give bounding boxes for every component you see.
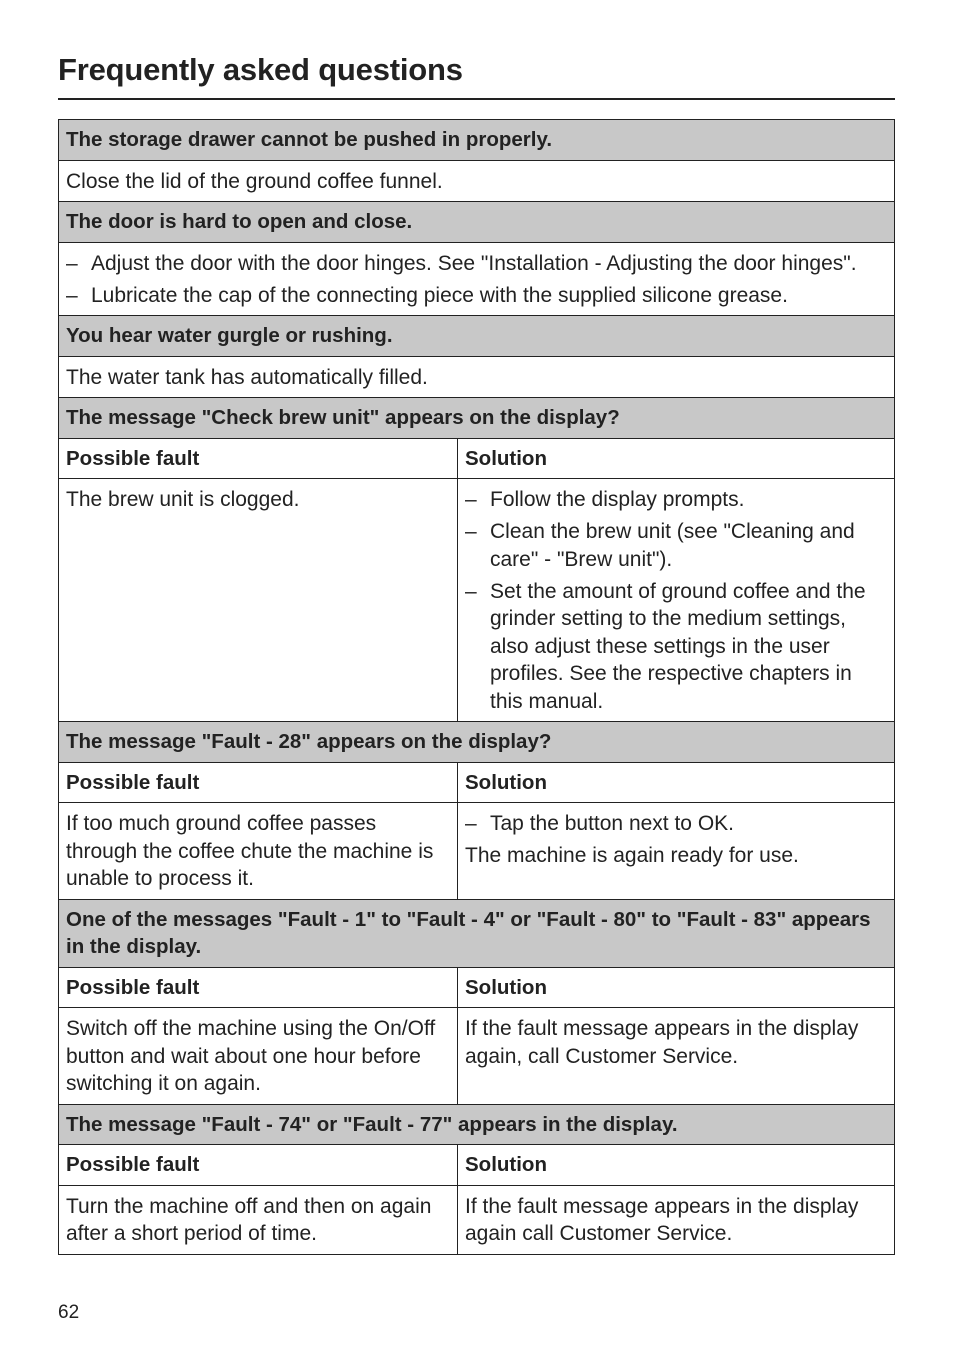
answer-door: [59, 242, 894, 316]
column-header-solution: Solution: [465, 975, 547, 999]
list-item: [66, 250, 887, 278]
column-header-fault: Possible fault: [59, 439, 458, 479]
list-item-text: Follow the display prompts.: [490, 488, 745, 511]
list-item-text: Lubricate the cap of the connecting piece with the supplied silicone grease.: [91, 283, 788, 307]
column-header-solution: Solution: [465, 770, 547, 794]
list-item-text: Clean the brew unit (see "Cleaning and care" - "Brew unit").: [490, 520, 855, 571]
answer-drawer: Close the lid of the ground coffee funnel.: [59, 160, 894, 202]
fault-cell: Switch off the machine using the On/Off button and wait about one hour before switching it on again.: [59, 1008, 458, 1104]
list-item: [465, 810, 887, 838]
page-title: Frequently asked questions: [58, 52, 463, 87]
solution-cell: [458, 803, 894, 899]
dash-bullet: –: [465, 579, 477, 603]
title-rule: [58, 98, 895, 100]
column-header-solution: Solution: [465, 1153, 547, 1176]
table-row: [59, 478, 894, 721]
table-row: [59, 1185, 894, 1254]
list-item-text: Set the amount of ground coffee and the grinder setting to the medium settings, also adjust these settings in the user profiles. See the respective chapters in this manual.: [490, 579, 866, 713]
question-heading-fault-1-83: One of the messages "Fault - 1" to "Fault - 4" or "Fault - 80" to "Fault - 83" appears in the display.: [59, 899, 894, 967]
column-header-row: [59, 762, 894, 803]
dash-bullet: –: [465, 488, 477, 511]
faq-table: [58, 119, 895, 1255]
list-item-text: Adjust the door with the door hinges. See "Installation - Adjusting the door hinges".: [91, 251, 857, 275]
column-header-row: [59, 1144, 894, 1185]
column-header-fault: Possible fault: [59, 763, 458, 803]
dash-bullet: –: [66, 251, 78, 275]
answer-water: The water tank has automatically filled.: [59, 356, 894, 398]
list-item: [465, 486, 887, 514]
fault-cell: If too much ground coffee passes through the coffee chute the machine is unable to process it.: [59, 803, 458, 899]
question-heading-brew-unit: The message "Check brew unit" appears on the display?: [59, 397, 894, 438]
question-heading-door: The door is hard to open and close.: [59, 201, 894, 242]
dash-bullet: –: [66, 283, 78, 307]
question-heading-drawer: The storage drawer cannot be pushed in properly.: [59, 120, 894, 160]
column-header-row: [59, 438, 894, 479]
list-item: [465, 578, 887, 716]
column-header-fault: Possible fault: [59, 1145, 458, 1185]
fault-cell: The brew unit is clogged.: [59, 479, 458, 721]
solution-list: [465, 810, 887, 838]
solution-cell: [458, 479, 894, 721]
list-item: [465, 518, 887, 573]
column-header-row: [59, 967, 894, 1008]
dash-bullet: –: [465, 520, 477, 543]
solution-cell: If the fault message appears in the display again call Customer Service.: [465, 1194, 859, 1245]
table-row: [59, 802, 894, 899]
solution-note: The machine is again ready for use.: [465, 844, 799, 867]
list-item-text: Tap the button next to OK.: [490, 812, 734, 835]
fault-cell: Turn the machine off and then on again after a short period of time.: [59, 1186, 458, 1254]
column-header-solution: Solution: [465, 446, 547, 470]
question-heading-water: You hear water gurgle or rushing.: [59, 315, 894, 356]
table-row: [59, 1007, 894, 1104]
question-heading-fault-28: The message "Fault - 28" appears on the display?: [59, 721, 894, 762]
answer-door-list: [66, 250, 887, 310]
solution-cell: If the fault message appears in the display again, call Customer Service.: [465, 1017, 859, 1068]
list-item: [66, 282, 887, 310]
dash-bullet: –: [465, 812, 477, 835]
solution-list: [465, 486, 887, 715]
question-heading-fault-74-77: The message "Fault - 74" or "Fault - 77" appears in the display.: [59, 1104, 894, 1145]
column-header-fault: Possible fault: [59, 968, 458, 1008]
page-number: 62: [58, 1302, 80, 1323]
